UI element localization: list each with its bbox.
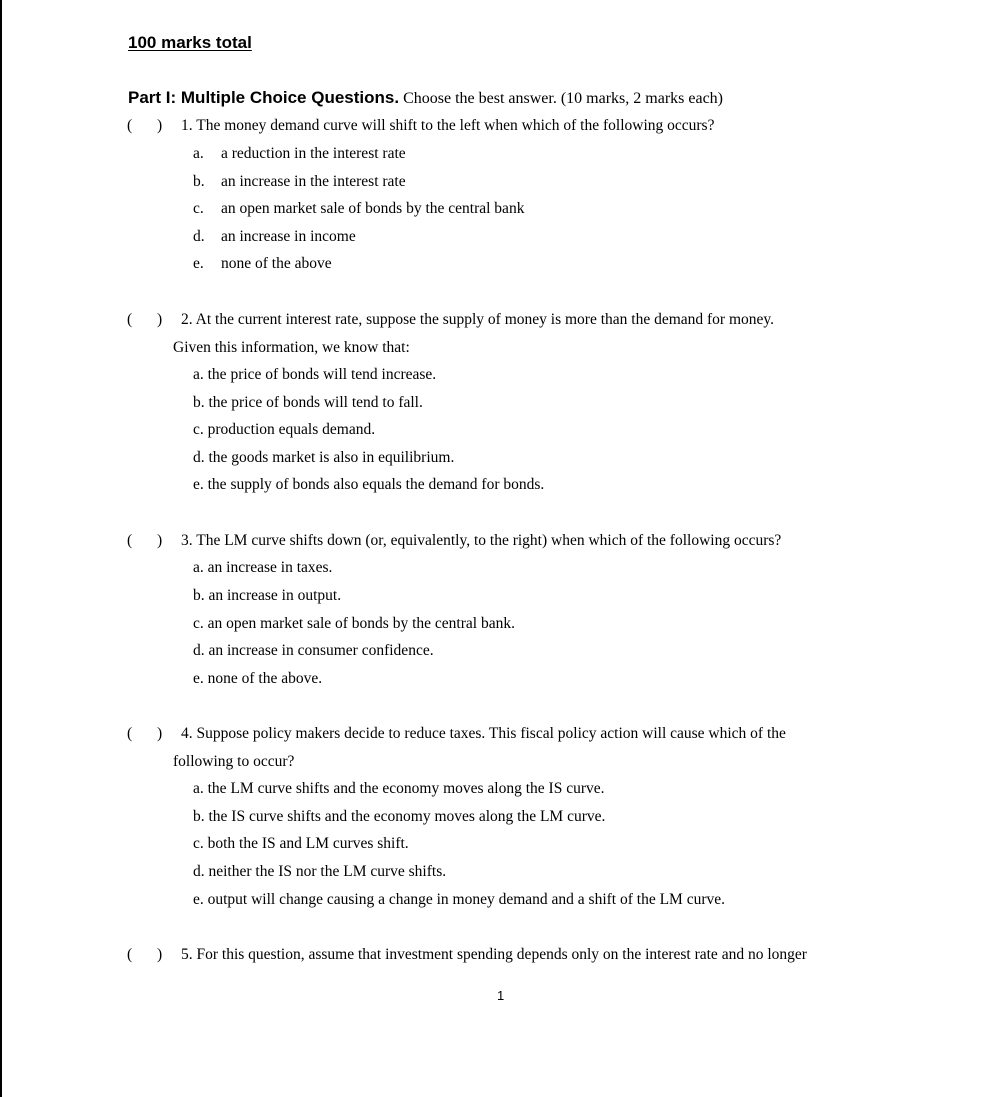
question-stem: 3. The LM curve shifts down (or, equivalently, to the right) when which of the following occurs? (181, 532, 782, 549)
option-a: a. an increase in taxes. (193, 559, 333, 576)
option-d: d. neither the IS nor the LM curve shifts. (193, 863, 447, 880)
option-e: e. none of the above. (193, 670, 323, 687)
option-c: c. production equals demand. (193, 421, 376, 438)
option-e (193, 255, 332, 273)
option-a (193, 145, 406, 163)
answer-blank-close: ) (157, 532, 163, 549)
option-letter: d. (193, 228, 205, 245)
option-b: b. the IS curve shifts and the economy moves along the LM curve. (193, 808, 606, 825)
option-text: a reduction in the interest rate (221, 145, 406, 162)
answer-blank-close: ) (157, 946, 163, 963)
answer-blank-close: ) (157, 725, 163, 742)
question-stem: 1. The money demand curve will shift to the left when which of the following occurs? (181, 117, 715, 134)
option-b (193, 173, 406, 191)
question-stem: 4. Suppose policy makers decide to reduce taxes. This fiscal policy action will cause which of the (181, 725, 786, 742)
option-text: an open market sale of bonds by the central bank (221, 200, 525, 217)
option-e: e. the supply of bonds also equals the demand for bonds. (193, 476, 545, 493)
answer-blank-open: ( (127, 946, 133, 963)
question-stem-continued: following to occur? (173, 753, 295, 770)
option-letter: b. (193, 173, 205, 190)
option-text: none of the above (221, 255, 332, 272)
option-c: c. an open market sale of bonds by the central bank. (193, 615, 515, 632)
answer-blank-open: ( (127, 532, 133, 549)
option-c: c. both the IS and LM curves shift. (193, 835, 409, 852)
option-text: an increase in income (221, 228, 356, 245)
question-stem-continued: Given this information, we know that: (173, 339, 410, 356)
option-letter: e. (193, 255, 204, 272)
question-stem: 5. For this question, assume that investment spending depends only on the interest rate and no longer (181, 946, 807, 963)
answer-blank-close: ) (157, 117, 163, 134)
option-letter: a. (193, 145, 204, 162)
option-a: a. the LM curve shifts and the economy moves along the IS curve. (193, 780, 605, 797)
part1-title: Part I: Multiple Choice Questions. (128, 88, 400, 107)
question-stem: 2. At the current interest rate, suppose the supply of money is more than the demand for money. (181, 311, 775, 328)
page-left-border (0, 0, 2, 1097)
option-text: an increase in the interest rate (221, 173, 406, 190)
option-e: e. output will change causing a change in money demand and a shift of the LM curve. (193, 891, 726, 908)
option-b: b. the price of bonds will tend to fall. (193, 394, 423, 411)
option-a: a. the price of bonds will tend increase. (193, 366, 437, 383)
answer-blank-open: ( (127, 725, 133, 742)
option-d: d. the goods market is also in equilibrium. (193, 449, 455, 466)
page-number: 1 (497, 988, 505, 1003)
option-d: d. an increase in consumer confidence. (193, 642, 434, 659)
answer-blank-open: ( (127, 311, 133, 328)
option-c (193, 200, 524, 218)
part1-instructions: Choose the best answer. (10 marks, 2 marks each) (403, 90, 724, 107)
option-b: b. an increase in output. (193, 587, 342, 604)
part1-heading (128, 88, 723, 108)
total-marks-heading: 100 marks total (128, 33, 252, 52)
option-d (193, 228, 356, 246)
answer-blank-close: ) (157, 311, 163, 328)
answer-blank-open: ( (127, 117, 133, 134)
option-letter: c. (193, 200, 204, 217)
